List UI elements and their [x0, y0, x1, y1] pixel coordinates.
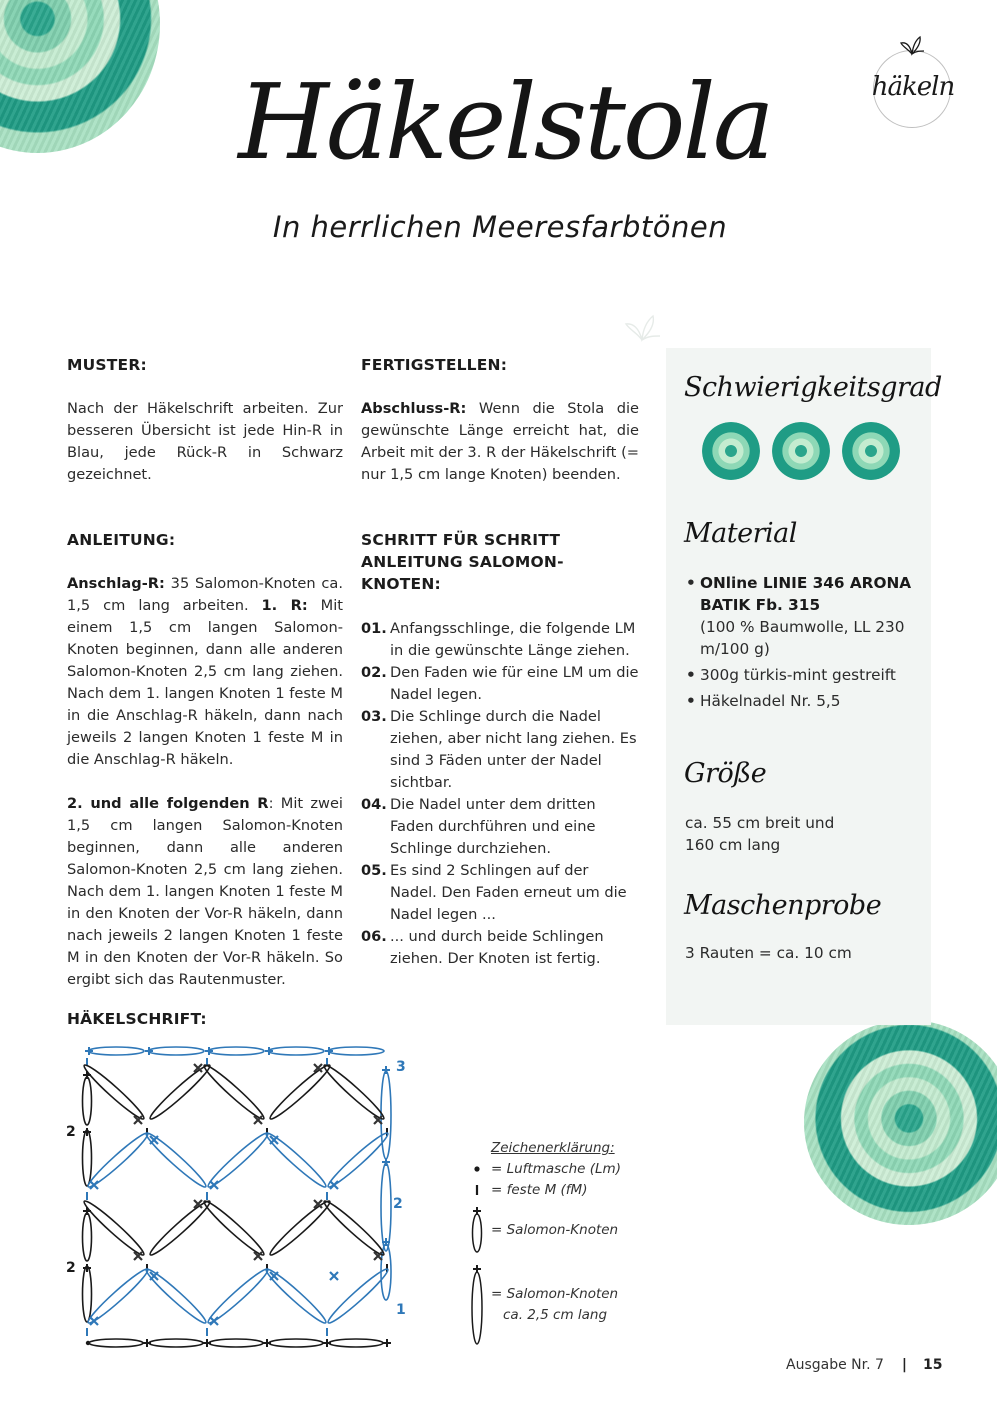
- legend-item-salomon-knot-long: [466, 1264, 618, 1346]
- bullet-icon: •: [686, 692, 696, 710]
- step-item: [361, 794, 639, 860]
- legend-label: = feste M (fM): [491, 1182, 588, 1198]
- step-item: [361, 926, 639, 970]
- anleitung-paragraph-1: [67, 573, 343, 771]
- haekelschrift-heading: HÄKELSCHRIFT:: [67, 1010, 207, 1028]
- step-number: 05.: [361, 862, 387, 879]
- abschluss-text: Wenn die Stola die gewünschte Länge erreicht hat, die Arbeit mit der 3. R der Häkelschrift (= nur 1,5 cm lange Knoten) beenden.: [361, 400, 639, 483]
- step-number: 03.: [361, 708, 387, 725]
- size-heading: Größe: [684, 758, 767, 789]
- info-sidebar: [666, 348, 942, 1025]
- crochet-chart: [58, 1040, 418, 1360]
- steps-list: [361, 618, 639, 970]
- abschluss-label: Abschluss-R:: [361, 400, 467, 417]
- muster-heading: MUSTER:: [67, 356, 147, 374]
- yarn-ball-icon: [702, 422, 760, 480]
- step-number: 02.: [361, 664, 387, 681]
- legend-label: = Luftmasche (Lm): [491, 1161, 621, 1177]
- step-text: Anfangsschlinge, die folgende LM in die gewünschte Länge ziehen.: [390, 620, 636, 659]
- yarn-ball-image-top: [0, 0, 160, 153]
- row2-label: 2. und alle folgenden R: [67, 795, 269, 812]
- gauge-heading: Maschenprobe: [684, 890, 882, 921]
- yarn-ball-image-bottom: [804, 1020, 997, 1225]
- haekeln-logo: [869, 42, 955, 128]
- row-label-2-right: 2: [393, 1196, 403, 1212]
- step-text: ... und durch beide Schlingen ziehen. Der Knoten ist fertig.: [390, 928, 604, 967]
- leaf-icon: [899, 34, 925, 56]
- fertigstellen-body: [361, 398, 639, 486]
- short-oval-symbol-icon: [466, 1206, 488, 1254]
- middle-column: [361, 354, 639, 970]
- legend-item-single-crochet: [466, 1182, 587, 1198]
- row-label-2-left-upper: 2: [66, 1124, 76, 1140]
- legend-label: = Salomon-Knoten: [491, 1222, 619, 1238]
- gauge-text: 3 Rauten = ca. 10 cm: [685, 944, 852, 962]
- step-text: Die Schlinge durch die Nadel ziehen, aber nicht lang ziehen. Es sind 3 Fäden unter der Nadel sichtbar.: [390, 708, 637, 791]
- fertigstellen-heading: FERTIGSTELLEN:: [361, 356, 508, 374]
- anschlag-label: Anschlag-R:: [67, 575, 165, 592]
- anleitung-heading: ANLEITUNG:: [67, 531, 176, 549]
- logo-text: häkeln: [871, 72, 955, 102]
- step-text: Es sind 2 Schlingen auf der Nadel. Den Faden erneut um die Nadel legen ...: [390, 862, 627, 923]
- watermark-leaf-icon: [622, 310, 662, 344]
- yarn-ball-icon: [772, 422, 830, 480]
- difficulty-heading: Schwierigkeitsgrad: [684, 372, 942, 403]
- material-item: [686, 572, 926, 660]
- legend-item-salomon-knot: [466, 1206, 618, 1254]
- difficulty-rating: [702, 422, 900, 480]
- row1-label: 1. R:: [261, 597, 308, 614]
- row2-text: : Mit zwei 1,5 cm langen Salomon-Knoten beginnen, dann alle anderen Salomon-Knoten 2,5 cm lang ziehen. Nach dem 1. langen Knoten 1 feste M in den Knoten der Vor-R häkeln, dann nach jeweils 2 langen Knoten 1 feste M in den Knoten der Vor-R häkeln. So ergibt sich das Rautenmuster.: [67, 795, 343, 988]
- issue-label: Ausgabe Nr. 7: [786, 1357, 884, 1373]
- yarn-detail: (100 % Baumwolle, LL 230 m/100 g): [700, 618, 905, 658]
- anleitung-paragraph-2: [67, 793, 343, 991]
- material-list: [686, 572, 926, 716]
- row-label-2-left-lower: 2: [66, 1260, 76, 1276]
- legend-label-line1: = Salomon-Knoten: [491, 1286, 619, 1302]
- step-item: [361, 662, 639, 706]
- anschlag-text: 35 Salomon-Knoten ca. 1,5 cm lang arbeiten.: [67, 575, 343, 614]
- page-subtitle: In herrlichen Meeresfarbtönen: [272, 210, 728, 244]
- page-title: Häkelstola: [238, 61, 772, 183]
- page-number: 15: [923, 1357, 943, 1373]
- material-text: 300g türkis-mint gestreift: [700, 666, 896, 684]
- step-item: [361, 706, 639, 794]
- step-item: [361, 618, 639, 662]
- step-text: Den Faden wie für eine LM um die Nadel legen.: [390, 664, 639, 703]
- row-label-1: 1: [396, 1302, 406, 1318]
- legend-label: [491, 1284, 618, 1326]
- step-item: [361, 860, 639, 926]
- page-footer: [786, 1357, 943, 1373]
- size-text: ca. 55 cm breit und 160 cm lang: [685, 814, 835, 854]
- row-label-3: 3: [396, 1059, 406, 1075]
- material-item: [686, 690, 926, 712]
- steps-heading: SCHRITT FÜR SCHRITT ANLEITUNG SALOMON-KNOTEN:: [361, 531, 564, 593]
- step-text: Die Nadel unter dem dritten Faden durchführen und eine Schlinge durchziehen.: [390, 796, 596, 857]
- bar-symbol-icon: [466, 1184, 488, 1196]
- material-item: [686, 664, 926, 686]
- legend-title: Zeichenerklärung:: [491, 1140, 615, 1156]
- bullet-icon: •: [686, 666, 696, 684]
- step-number: 04.: [361, 796, 387, 813]
- legend-item-chain: [466, 1161, 621, 1177]
- yarn-name: ONline LINIE 346 ARONA BATIK Fb. 315: [700, 574, 912, 614]
- yarn-ball-icon: [842, 422, 900, 480]
- row1-text: Mit einem 1,5 cm langen Salomon-Knoten beginnen, dann alle anderen Salomon-Knoten 2,5 cm lang ziehen. Nach dem 1. langen Knoten 1 feste M in die Anschlag-R häkeln, dann nach jeweils 2 langen Knoten 1 feste M in die Anschlag-R häkeln.: [67, 597, 343, 768]
- material-text: Häkelnadel Nr. 5,5: [700, 692, 841, 710]
- legend-label-line2: ca. 2,5 cm lang: [503, 1307, 608, 1323]
- muster-body: Nach der Häkelschrift arbeiten. Zur besseren Übersicht ist jede Hin-R in Blau, jede Rück-R in Schwarz gezeichnet.: [67, 400, 343, 483]
- bullet-icon: •: [686, 574, 696, 592]
- dot-symbol-icon: [466, 1165, 488, 1173]
- footer-separator: |: [901, 1357, 908, 1373]
- step-number: 06.: [361, 928, 387, 945]
- material-heading: Material: [684, 518, 797, 549]
- left-column: [67, 354, 343, 991]
- step-number: 01.: [361, 620, 387, 637]
- long-oval-symbol-icon: [466, 1264, 488, 1346]
